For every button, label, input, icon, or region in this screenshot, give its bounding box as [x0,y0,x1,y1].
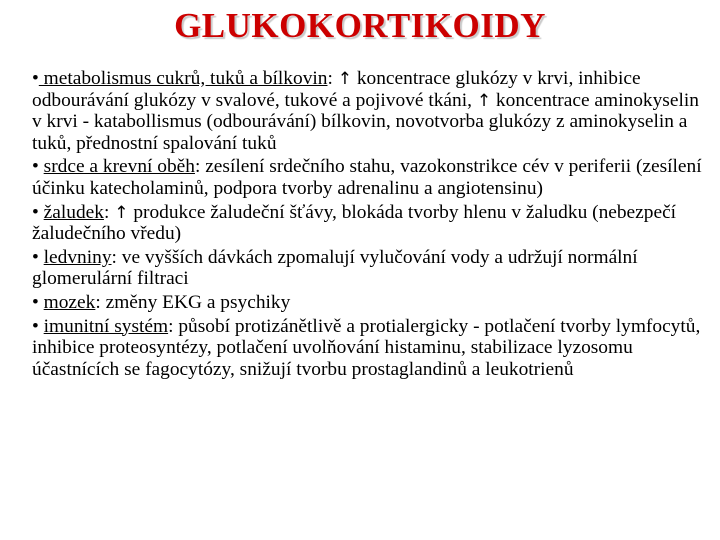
separator: : [95,291,106,313]
bullet-item-immune [32,316,704,381]
slide-title: GLUKOKORTIKOIDY [174,6,546,45]
item-text: ve vyšších dávkách zpomalují vylučování vody a udržují normální glomerulární filtraci [32,246,638,290]
bullet-marker: • [32,156,39,178]
bullet-marker: • [32,291,39,313]
bullet-item-heart [32,156,704,199]
bullet-item-stomach [32,202,704,245]
item-text: koncentrace glukózy v krvi, inhibice odbourávání glukózy v svalové, tukové a pojivové tkáni, [32,68,641,111]
bullet-item-kidneys [32,247,704,290]
bullet-marker: • [32,246,39,268]
bullet-marker: • [32,315,39,337]
topic-metabolism: metabolismus cukrů, tuků a bílkovin [38,68,328,89]
item-text: koncentrace aminokyselin v krvi - katabollismus (odbourávání) bílkovin, novotvorba glukózy z aminokyselin a tuků, přednostní spalování tuků [32,89,699,154]
item-text: změny EKG a psychiky [105,291,291,313]
item-text: zesílení srdečního stahu, vazokonstrikce cév v periferii (zesílení účinku katecholaminů, podpora tvorby adrenalinu a angiotensinu) [32,156,702,199]
bullet-list [32,68,704,382]
separator: : [168,315,179,337]
separator: : [103,201,115,223]
topic-brain: mozek [43,291,96,313]
up-arrow-icon: ↑ [337,69,352,89]
topic-heart: srdce a krevní oběh [43,156,195,178]
bullet-marker: • [32,201,39,223]
up-arrow-icon: ↑ [114,202,129,223]
item-text: působí protizánětlivě a protialergicky - potlačení tvorby lymfocytů, inhibice proteosyntézy, potlačení uvolňování histaminu, stabilizace lyzosomu účastnících se fagocytózy, snižují tvorbu prostaglandinů a leukotrienů [32,315,701,380]
bullet-item-brain [32,292,704,314]
separator: : [327,68,338,89]
bullet-item-metabolism [32,68,704,154]
item-text: produkce žaludeční šťávy, blokáda tvorby hlenu v žaludku (nebezpečí žaludečního vředu) [32,201,677,245]
topic-immune: imunitní systém [43,315,169,337]
up-arrow-icon: ↑ [476,90,492,111]
separator: : [111,246,122,268]
bullet-marker: • [32,68,39,89]
separator: : [194,156,206,178]
topic-stomach: žaludek [43,201,104,223]
topic-kidneys: ledvniny [43,246,112,268]
